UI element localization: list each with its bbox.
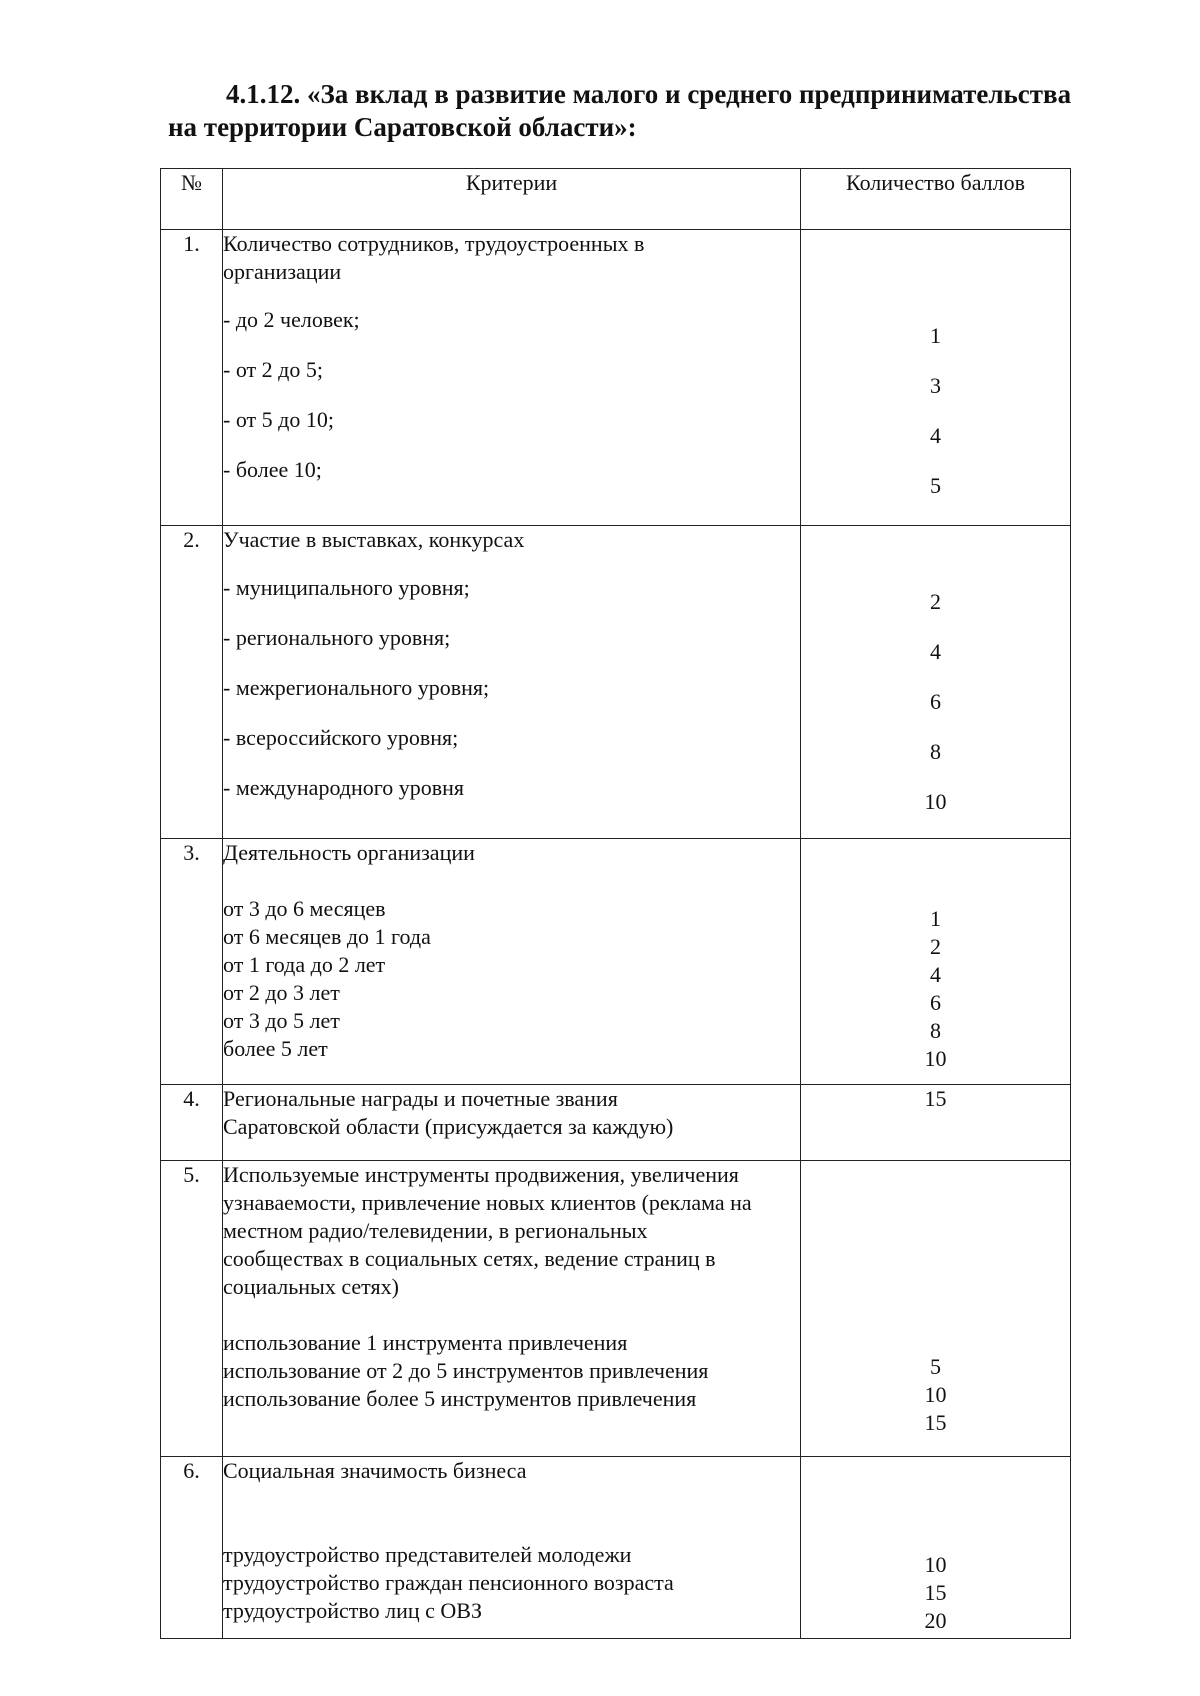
points-value: 15 [924, 1410, 947, 1435]
table-row [161, 1161, 1071, 1457]
criteria-option: трудоустройство лиц с ОВЗ [223, 1598, 482, 1623]
criteria-cell [223, 1457, 801, 1639]
points-value: 4 [930, 962, 941, 987]
points-value: 10 [924, 1046, 947, 1071]
points-value: 2 [930, 934, 941, 959]
points-value: 20 [924, 1608, 947, 1633]
criteria-cell [223, 1161, 801, 1457]
section-heading [168, 78, 1128, 144]
points-value: 6 [930, 990, 941, 1015]
criteria-option: от 1 года до 2 лет [223, 952, 386, 977]
criteria-option: трудоустройство граждан пенсионного возраста [223, 1570, 674, 1595]
criteria-title: Участие в выставках, конкурсах [223, 527, 525, 552]
row-number: 5. [161, 1161, 223, 1457]
points-cell [801, 1161, 1071, 1457]
points-cell [801, 230, 1071, 526]
criteria-option: использование 1 инструмента привлечения [223, 1330, 628, 1355]
criteria-option: - до 2 человек; [223, 307, 360, 332]
points-value: 1 [930, 906, 941, 931]
criteria-option: от 2 до 3 лет [223, 980, 340, 1005]
section-heading-line-1: 4.1.12. «За вклад в развитие малого и среднего предпринимательства [226, 79, 1072, 109]
criteria-option: - от 5 до 10; [223, 407, 334, 432]
table-row [161, 839, 1071, 1085]
points-value: 10 [924, 1552, 947, 1577]
table-header-row [161, 169, 1071, 230]
points-value: 10 [924, 1382, 947, 1407]
criteria-cell [223, 839, 801, 1085]
table-row [161, 230, 1071, 526]
criteria-option: более 5 лет [223, 1036, 328, 1061]
points-value: 5 [930, 1354, 941, 1379]
points-cell [801, 839, 1071, 1085]
points-value: 8 [930, 739, 941, 764]
row-number: 2. [161, 526, 223, 839]
table-row [161, 1085, 1071, 1161]
points-cell [801, 526, 1071, 839]
points-value: 15 [924, 1086, 947, 1111]
points-value: 5 [930, 473, 941, 498]
criteria-option: - более 10; [223, 457, 322, 482]
criteria-cell [223, 1085, 801, 1161]
row-number: 4. [161, 1085, 223, 1161]
criteria-title: Используемые инструменты продвижения, увеличения узнаваемости, привлечение новых клиентов (реклама на местном радио/телевидении, в региональных сообществах в социальных сетях, ведение страниц в социальных сетях) [223, 1162, 752, 1299]
criteria-option: от 6 месяцев до 1 года [223, 924, 431, 949]
criteria-title: Деятельность организации [223, 840, 475, 865]
points-value: 10 [924, 789, 947, 814]
criteria-option: - международного уровня [223, 775, 465, 800]
header-number: № [161, 169, 223, 230]
criteria-option: - муниципального уровня; [223, 575, 470, 600]
criteria-option: использование от 2 до 5 инструментов привлечения [223, 1358, 709, 1383]
header-criteria: Критерии [223, 169, 801, 230]
criteria-option: - от 2 до 5; [223, 357, 323, 382]
points-value: 4 [930, 639, 941, 664]
criteria-table [160, 168, 1071, 1639]
criteria-option: - регионального уровня; [223, 625, 451, 650]
criteria-title: Количество сотрудников, трудоустроенных в организации [223, 231, 645, 284]
row-number: 1. [161, 230, 223, 526]
criteria-cell [223, 526, 801, 839]
criteria-title: Региональные награды и почетные звания Саратовской области (присуждается за каждую) [223, 1086, 674, 1139]
points-value: 8 [930, 1018, 941, 1043]
criteria-cell [223, 230, 801, 526]
points-value: 6 [930, 689, 941, 714]
section-heading-line-2: на территории Саратовской области»: [168, 112, 637, 142]
points-value: 4 [930, 423, 941, 448]
criteria-option: от 3 до 5 лет [223, 1008, 340, 1033]
points-cell [801, 1085, 1071, 1161]
points-cell [801, 1457, 1071, 1639]
criteria-option: трудоустройство представителей молодежи [223, 1542, 632, 1567]
points-value: 3 [930, 373, 941, 398]
table-row [161, 526, 1071, 839]
criteria-option: - всероссийского уровня; [223, 725, 459, 750]
points-value: 15 [924, 1580, 947, 1605]
header-points: Количество баллов [801, 169, 1071, 230]
table-row [161, 1457, 1071, 1639]
row-number: 3. [161, 839, 223, 1085]
criteria-title: Социальная значимость бизнеса [223, 1458, 527, 1483]
criteria-option: от 3 до 6 месяцев [223, 896, 386, 921]
points-value: 2 [930, 589, 941, 614]
criteria-option: - межрегионального уровня; [223, 675, 490, 700]
points-value: 1 [930, 323, 941, 348]
criteria-option: использование более 5 инструментов привлечения [223, 1386, 697, 1411]
row-number: 6. [161, 1457, 223, 1639]
